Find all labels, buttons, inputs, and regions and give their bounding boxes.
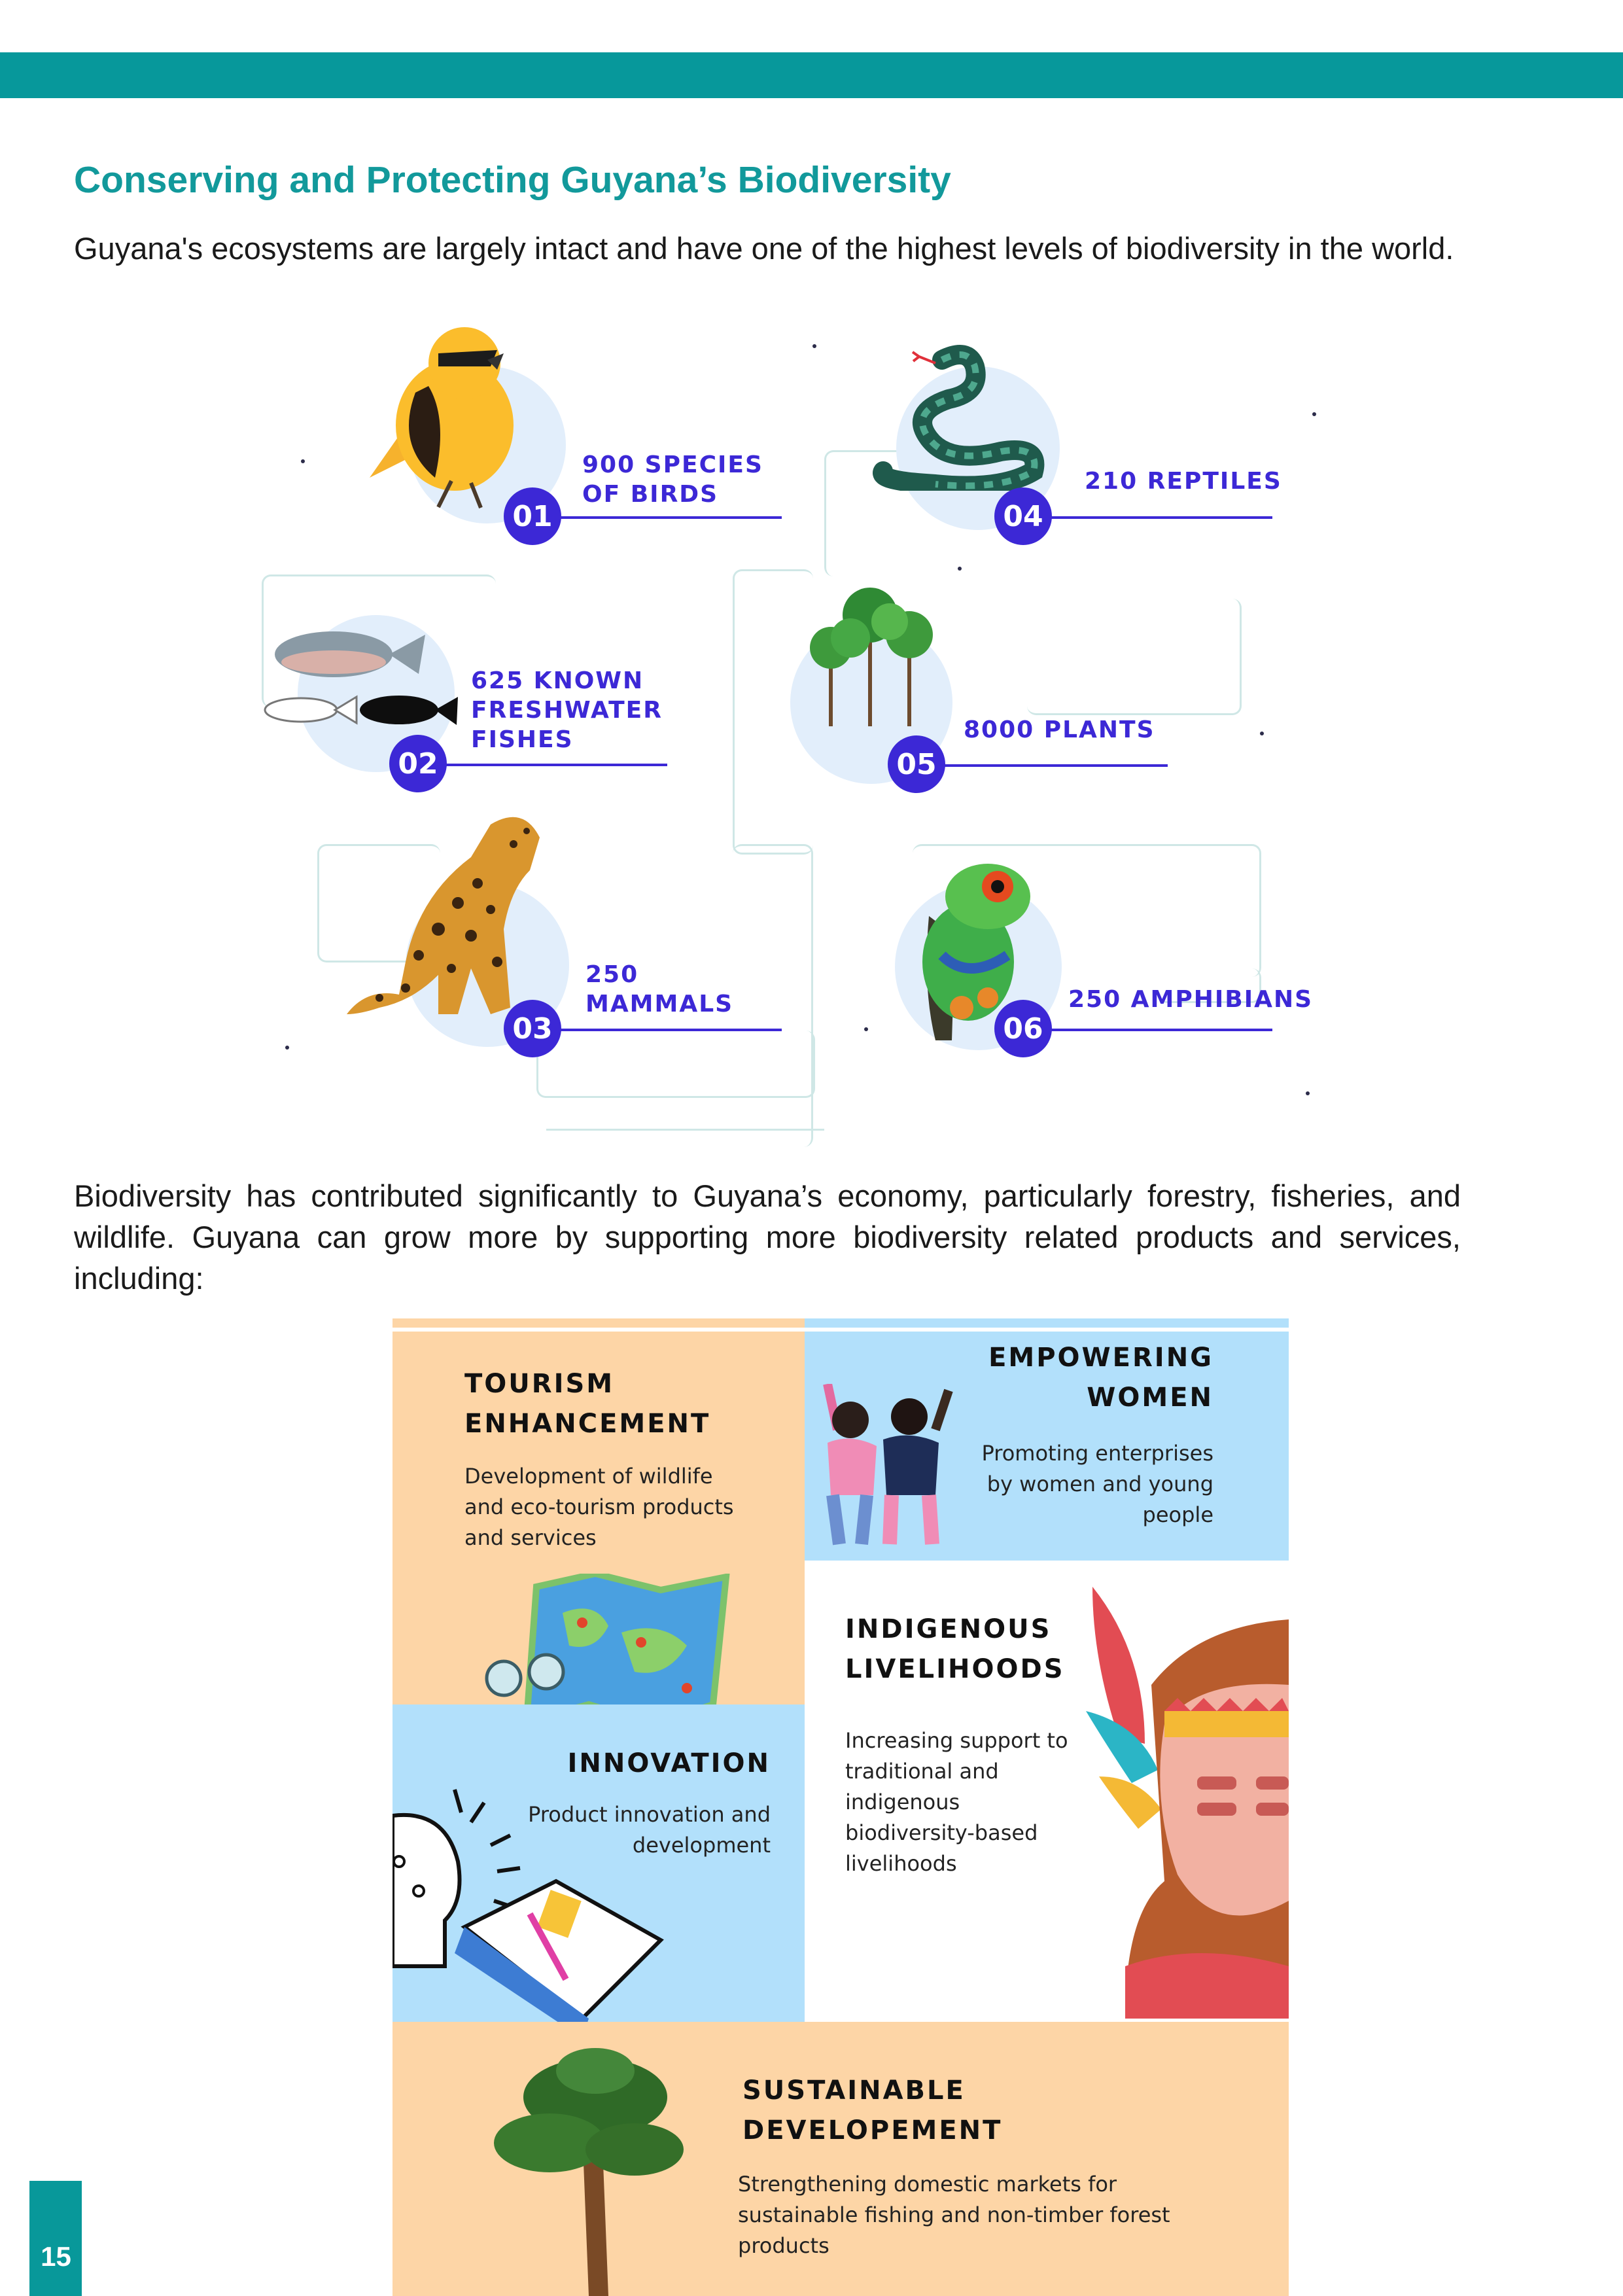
indigenous-person-icon [1066, 1574, 1289, 2022]
top-banner [0, 52, 1623, 98]
biodiversity-infographic [242, 294, 1341, 1145]
stat-number-06: 06 [1003, 1012, 1043, 1046]
women-title: EMPOWERING WOMEN [988, 1343, 1213, 1413]
body-paragraph: Biodiversity has contributed significantly to Guyana’s economy, particularly forestry, fisheries, and wildlife. Guyana can grow more by supporting more biodiversity related products and services, including: [74, 1178, 1461, 1296]
snake-icon [870, 340, 1066, 491]
stat-label-amphibians: 250 AMPHIBIANS [1068, 986, 1314, 1013]
page-number: 15 [41, 2241, 71, 2272]
indigenous-text: Increasing support to traditional and indigenous biodiversity-based livelihoods [845, 1728, 1068, 1876]
page-heading: Conserving and Protecting Guyana’s Biodiversity [74, 159, 951, 201]
stat-label-plants: 8000 PLANTS [964, 716, 1155, 743]
sustainable-text: Strengthening domestic markets for sustainable fishing and non-timber forest products [738, 2172, 1170, 2258]
fish-icon [262, 622, 458, 736]
lightbulb-book-icon [393, 1783, 667, 2045]
stat-number-01: 01 [512, 499, 553, 533]
stat-number-05: 05 [896, 747, 937, 781]
women-icon [814, 1384, 958, 1547]
bird-icon [357, 314, 546, 510]
intro-paragraph: Guyana's ecosystems are largely intact and have one of the highest levels of biodiversity in the world. [74, 231, 1454, 266]
trees-icon [805, 576, 949, 733]
indigenous-title: INDIGENOUS LIVELIHOODS [845, 1614, 1065, 1684]
stat-number-02: 02 [398, 747, 438, 781]
sustainable-title: SUSTAINABLE DEVELOPEMENT [742, 2075, 1003, 2146]
stat-label-reptiles: 210 REPTILES [1085, 468, 1282, 495]
stat-label-mammals: 250 MAMMALS [585, 961, 734, 1017]
innovation-title: INNOVATION [567, 1748, 771, 1778]
tree-icon [491, 2045, 687, 2296]
tourism-text: Development of wildlife and eco-tourism products and services [464, 1464, 734, 1550]
stat-number-03: 03 [512, 1012, 553, 1046]
products-services-infographic [393, 1318, 1289, 2296]
jaguar-icon [340, 798, 550, 1034]
stat-number-04: 04 [1003, 499, 1043, 533]
tourism-title: TOURISM ENHANCEMENT [464, 1369, 711, 1439]
innovation-text: Product innovation and development [528, 1802, 771, 1858]
stat-label-birds: 900 SPECIES OF BIRDS [582, 451, 763, 508]
page-number-tab [29, 2181, 82, 2296]
stat-label-fishes: 625 KNOWN FRESHWATER FISHES [471, 667, 663, 753]
women-text: Promoting enterprises by women and young people [981, 1441, 1213, 1527]
